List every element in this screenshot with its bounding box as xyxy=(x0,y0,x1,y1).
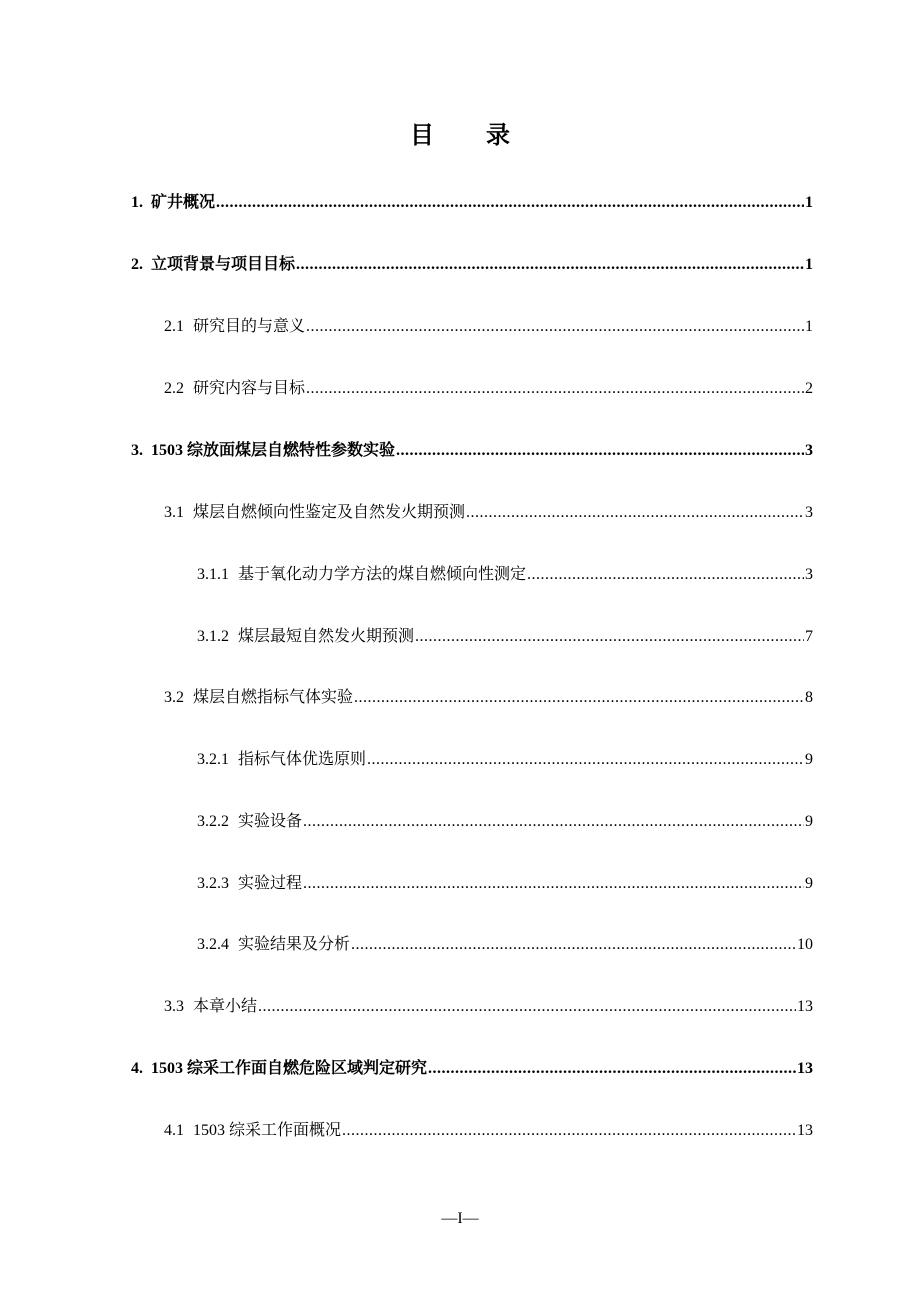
toc-entry-number: 3. xyxy=(131,442,143,459)
toc-entry[interactable] xyxy=(197,810,813,834)
toc-entry-page: 13 xyxy=(797,1122,813,1139)
toc-entry[interactable] xyxy=(197,563,813,587)
toc-entry-number: 3.2.3 xyxy=(197,875,229,892)
toc-entry-number: 3.1 xyxy=(164,504,184,521)
toc-entry-text: 煤层自燃指标气体实验 xyxy=(193,689,354,706)
toc-leader-dots xyxy=(303,810,804,834)
toc-entry-text: 基于氧化动力学方法的煤自燃倾向性测定 xyxy=(238,566,527,583)
toc-entry-number: 2.1 xyxy=(164,318,184,335)
toc-entry[interactable] xyxy=(197,625,813,649)
toc-entry-page: 13 xyxy=(797,1060,813,1077)
toc-entry-number: 3.2 xyxy=(164,689,184,706)
toc-entry-number: 3.2.4 xyxy=(197,936,229,953)
toc-entry-text: 本章小结 xyxy=(193,998,258,1015)
toc-entry-page: 3 xyxy=(805,504,813,521)
toc-entry-page: 9 xyxy=(805,751,813,768)
toc-leader-dots xyxy=(527,563,804,587)
toc-entry-number: 2. xyxy=(131,256,143,273)
toc-leader-dots xyxy=(342,1119,796,1143)
toc-entry[interactable] xyxy=(131,191,813,215)
toc-entry-text: 1503 综放面煤层自燃特性参数实验 xyxy=(151,442,396,459)
toc-entry[interactable] xyxy=(131,1057,813,1081)
toc-entry-text: 实验过程 xyxy=(238,875,303,892)
toc-entry[interactable] xyxy=(197,933,813,957)
toc-entry-page: 8 xyxy=(805,689,813,706)
toc-entry-number: 1. xyxy=(131,194,143,211)
toc-entry[interactable] xyxy=(164,995,813,1019)
toc-entry-number: 3.1.1 xyxy=(197,566,229,583)
toc-entry-text: 指标气体优选原则 xyxy=(238,751,367,768)
toc-entry[interactable] xyxy=(197,872,813,896)
toc-entry[interactable] xyxy=(164,377,813,401)
page-title: 目录 xyxy=(410,123,562,149)
toc-entry[interactable] xyxy=(131,253,813,277)
toc-leader-dots xyxy=(396,439,804,463)
toc-entry-number: 3.3 xyxy=(164,998,184,1015)
toc-entry-page: 1 xyxy=(805,256,813,273)
toc-leader-dots xyxy=(415,625,804,649)
toc-entry-page: 1 xyxy=(805,318,813,335)
toc-entry-text: 煤层自燃倾向性鉴定及自然发火期预测 xyxy=(193,504,466,521)
toc-entry-text: 实验设备 xyxy=(238,813,303,830)
toc-entry[interactable] xyxy=(164,1119,813,1143)
toc-entry-number: 3.2.1 xyxy=(197,751,229,768)
toc-entry-text: 研究内容与目标 xyxy=(193,380,306,397)
toc-entry[interactable] xyxy=(164,501,813,525)
toc-entry-text: 实验结果及分析 xyxy=(238,936,351,953)
toc-entry[interactable] xyxy=(164,315,813,339)
toc-entry-page: 3 xyxy=(805,566,813,583)
toc-leader-dots xyxy=(258,995,796,1019)
toc-entry[interactable] xyxy=(164,686,813,710)
toc-entry-number: 4. xyxy=(131,1060,143,1077)
toc-entry-number: 2.2 xyxy=(164,380,184,397)
toc-entry-text: 研究目的与意义 xyxy=(193,318,306,335)
toc-leader-dots xyxy=(354,686,804,710)
toc-entry-text: 立项背景与项目目标 xyxy=(151,256,296,273)
toc-entry[interactable] xyxy=(131,439,813,463)
toc-entry-text: 1503 综采工作面自燃危险区域判定研究 xyxy=(151,1060,428,1077)
toc-entry-number: 4.1 xyxy=(164,1122,184,1139)
toc-leader-dots xyxy=(351,933,796,957)
toc-leader-dots xyxy=(466,501,804,525)
toc-leader-dots xyxy=(367,748,804,772)
toc-leader-dots xyxy=(303,872,804,896)
toc-entry-page: 9 xyxy=(805,813,813,830)
toc-entry-number: 3.2.2 xyxy=(197,813,229,830)
toc-entry-text: 煤层最短自然发火期预测 xyxy=(238,628,415,645)
toc-entry-page: 3 xyxy=(805,442,813,459)
toc-entry-text: 1503 综采工作面概况 xyxy=(193,1122,342,1139)
toc-leader-dots xyxy=(216,191,804,215)
toc-entry-page: 10 xyxy=(797,936,813,953)
page-number-footer: —I— xyxy=(441,1210,479,1227)
toc-leader-dots xyxy=(306,377,804,401)
toc-leader-dots xyxy=(428,1057,796,1081)
toc-entry-page: 7 xyxy=(805,628,813,645)
toc-entry-page: 13 xyxy=(797,998,813,1015)
toc-entry-page: 9 xyxy=(805,875,813,892)
toc-entry-page: 2 xyxy=(805,380,813,397)
toc-entry-text: 矿井概况 xyxy=(151,194,216,211)
toc-leader-dots xyxy=(296,253,804,277)
toc-entry[interactable] xyxy=(197,748,813,772)
toc-leader-dots xyxy=(306,315,804,339)
toc-entry-number: 3.1.2 xyxy=(197,628,229,645)
toc-entry-page: 1 xyxy=(805,194,813,211)
